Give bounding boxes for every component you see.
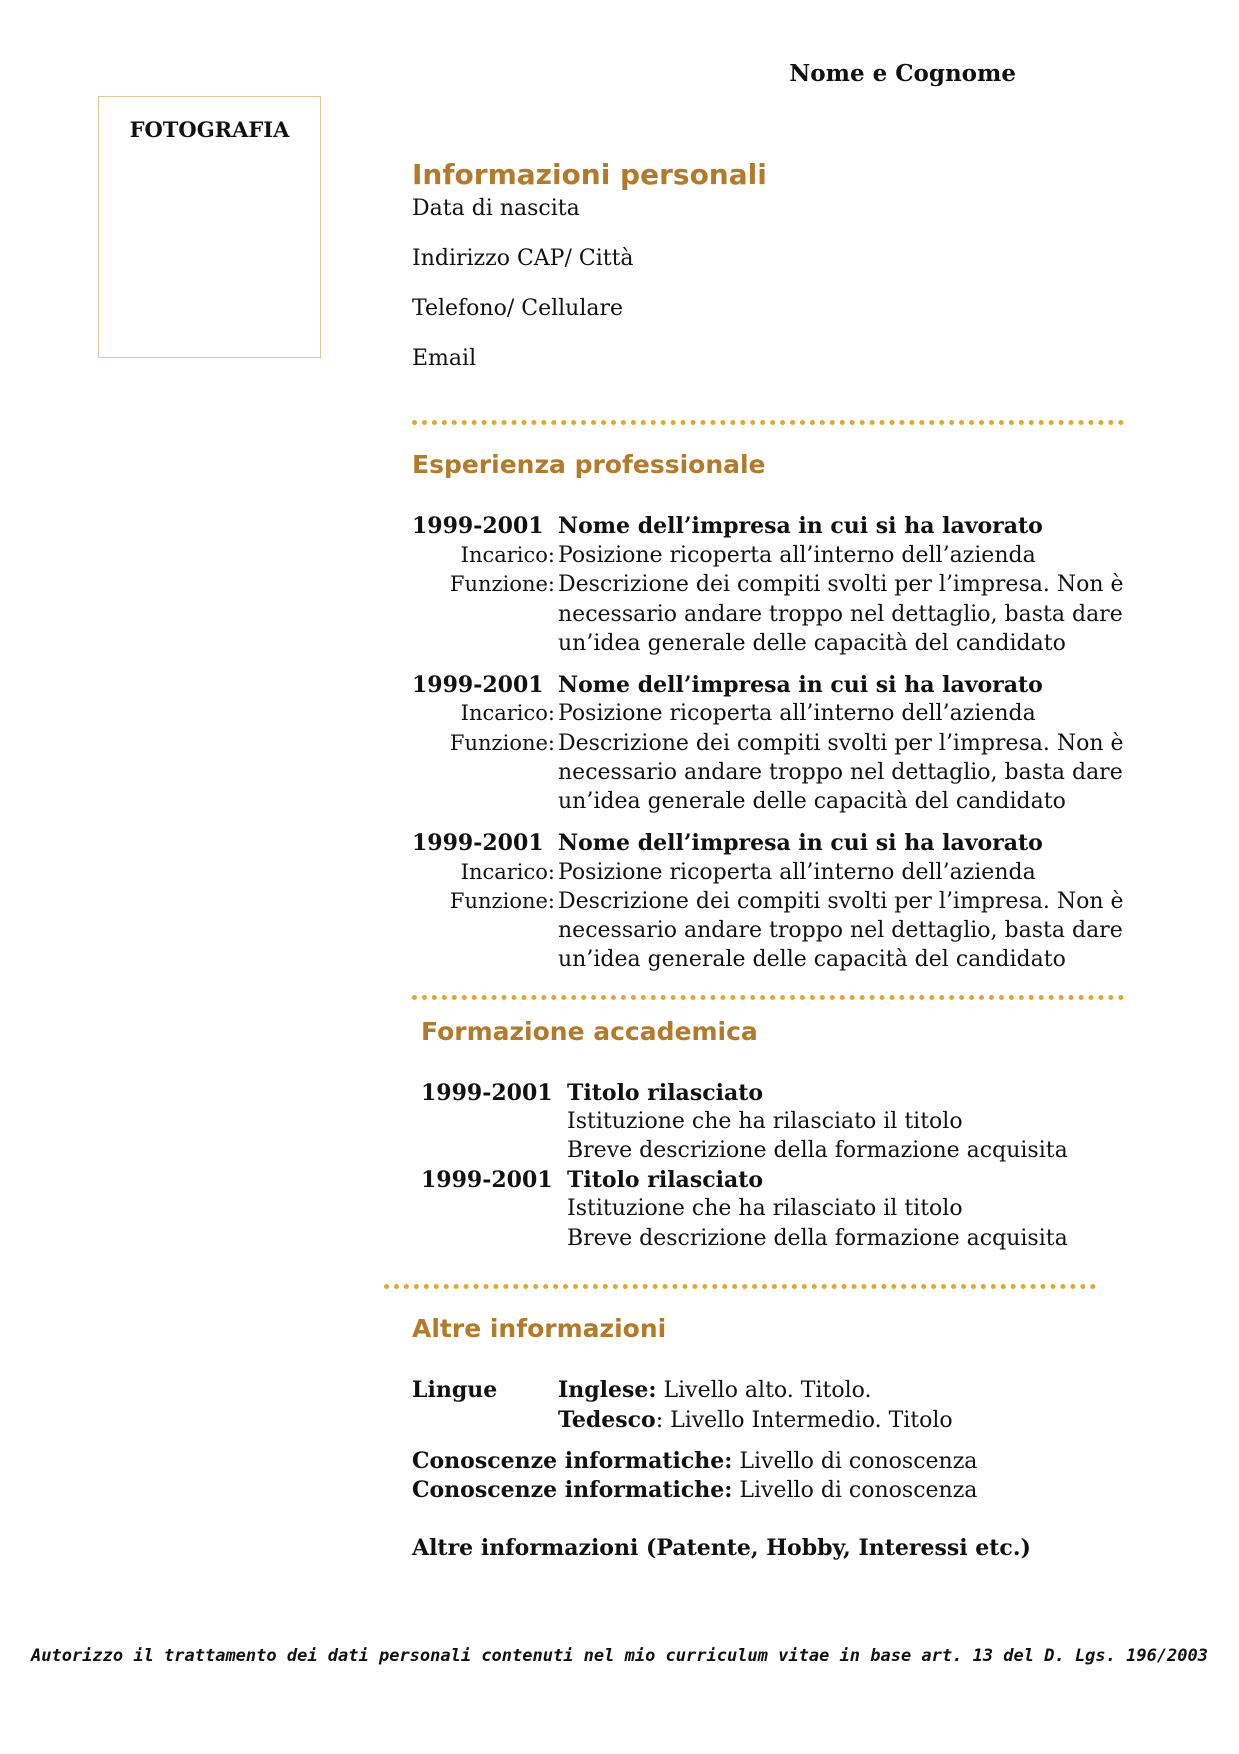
- field-address: Indirizzo CAP/ Città: [412, 246, 634, 271]
- skill-entry: [412, 1448, 977, 1474]
- language-entry: [558, 1377, 871, 1403]
- experience-duty-line: un’idea generale delle capacità del candidato: [558, 631, 1066, 656]
- experience-company: Nome dell’impresa in cui si ha lavorato: [558, 672, 1043, 698]
- language-entry: [558, 1407, 953, 1433]
- section-title-personal: Informazioni personali: [412, 158, 767, 191]
- dotted-divider: [412, 995, 1124, 1000]
- experience-duty-label: Funzione:: [449, 889, 555, 913]
- skill-entry: [412, 1477, 977, 1503]
- language-level: : Livello Intermedio. Titolo: [655, 1408, 953, 1433]
- experience-duty-label: Funzione:: [449, 731, 555, 755]
- dotted-divider: [384, 1284, 1096, 1289]
- education-years: 1999-2001: [421, 1167, 553, 1193]
- skill-value: Livello di conoscenza: [732, 1478, 978, 1503]
- experience-role: Posizione ricoperta all’interno dell’azienda: [558, 701, 1036, 726]
- language-name: Tedesco: [558, 1407, 656, 1433]
- language-name: Inglese:: [558, 1377, 657, 1403]
- experience-duty-label: Funzione:: [449, 572, 555, 596]
- privacy-consent: Autorizzo il trattamento dei dati personali contenuti nel mio curriculum vitae in base art. 13 del D. Lgs. 196/2003: [30, 1646, 1208, 1666]
- field-phone: Telefono/ Cellulare: [412, 296, 624, 321]
- education-degree: Titolo rilasciato: [567, 1080, 764, 1106]
- experience-duty-line: Descrizione dei compiti svolti per l’impresa. Non è: [558, 889, 1124, 914]
- photo-label: FOTOGRAFIA: [129, 117, 290, 142]
- experience-role: Posizione ricoperta all’interno dell’azienda: [558, 860, 1036, 885]
- section-title-education: Formazione accademica: [421, 1017, 758, 1046]
- section-title-other: Altre informazioni: [412, 1314, 667, 1343]
- experience-years: 1999-2001: [412, 672, 544, 698]
- skill-value: Livello di conoscenza: [732, 1449, 978, 1474]
- candidate-name: Nome e Cognome: [789, 60, 1016, 87]
- experience-role-label: Incarico:: [460, 543, 555, 567]
- experience-duty-line: un’idea generale delle capacità del candidato: [558, 947, 1066, 972]
- experience-duty-line: necessario andare troppo nel dettaglio, basta dare: [558, 918, 1123, 943]
- experience-duty-line: Descrizione dei compiti svolti per l’impresa. Non è: [558, 731, 1124, 756]
- photo-placeholder: [98, 96, 321, 358]
- experience-duty-line: un’idea generale delle capacità del candidato: [558, 789, 1066, 814]
- education-institution: Istituzione che ha rilasciato il titolo: [567, 1109, 963, 1134]
- languages-label: Lingue: [412, 1377, 498, 1403]
- experience-role-label: Incarico:: [460, 860, 555, 884]
- experience-duty-line: necessario andare troppo nel dettaglio, basta dare: [558, 602, 1123, 627]
- section-title-experience: Esperienza professionale: [412, 450, 766, 479]
- education-description: Breve descrizione della formazione acquisita: [567, 1226, 1068, 1251]
- education-degree: Titolo rilasciato: [567, 1167, 764, 1193]
- field-email: Email: [412, 346, 477, 371]
- dotted-divider: [412, 420, 1124, 425]
- other-extra: Altre informazioni (Patente, Hobby, Interessi etc.): [412, 1535, 1031, 1561]
- skill-label: Conoscenze informatiche:: [412, 1477, 733, 1503]
- skill-label: Conoscenze informatiche:: [412, 1448, 733, 1474]
- experience-duty-line: necessario andare troppo nel dettaglio, basta dare: [558, 760, 1123, 785]
- experience-company: Nome dell’impresa in cui si ha lavorato: [558, 830, 1043, 856]
- education-institution: Istituzione che ha rilasciato il titolo: [567, 1196, 963, 1221]
- education-description: Breve descrizione della formazione acquisita: [567, 1138, 1068, 1163]
- language-level: Livello alto. Titolo.: [656, 1378, 872, 1403]
- experience-role: Posizione ricoperta all’interno dell’azienda: [558, 543, 1036, 568]
- experience-duty-line: Descrizione dei compiti svolti per l’impresa. Non è: [558, 572, 1124, 597]
- experience-years: 1999-2001: [412, 513, 544, 539]
- experience-company: Nome dell’impresa in cui si ha lavorato: [558, 513, 1043, 539]
- experience-role-label: Incarico:: [460, 701, 555, 725]
- experience-years: 1999-2001: [412, 830, 544, 856]
- education-years: 1999-2001: [421, 1080, 553, 1106]
- field-birthdate: Data di nascita: [412, 196, 580, 221]
